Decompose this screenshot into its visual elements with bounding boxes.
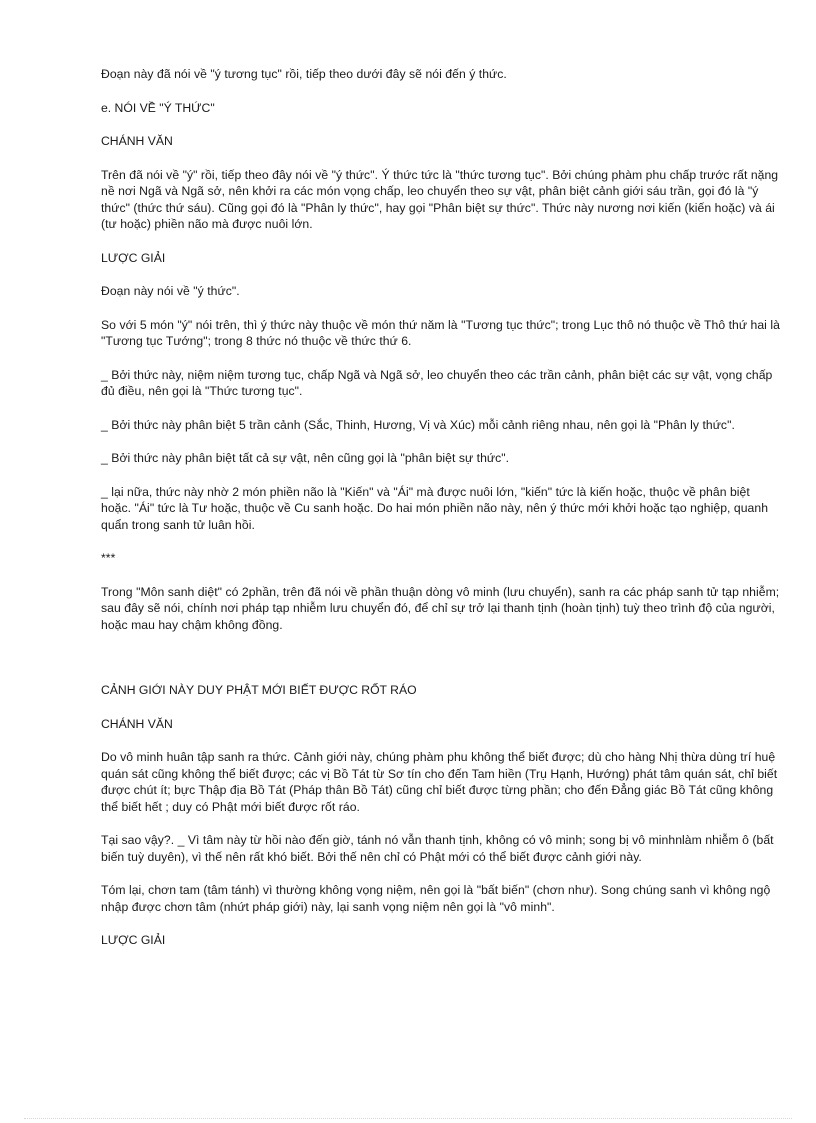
- paragraph: Do vô minh huân tập sanh ra thức. Cảnh giới này, chúng phàm phu không thể biết được; dù cho hàng Nhị thừa dùng trí huệ quán sát cũng không thể biết được; các vị Bồ Tát từ Sơ tín cho đến Tam hiền (Trụ Hạnh, Hướng) phát tâm quán sát, chỉ biết được chút ít; bực Thập địa Bồ Tát (Pháp thân Bồ Tát) cũng chỉ biết được từng phần; cho đến Đẳng giác Bồ Tát cũng không thể biết hết ; duy có Phật mới biết được rốt ráo.: [101, 750, 778, 814]
- section-heading: e. NÓI VỀ "Ý THỨC": [101, 100, 215, 115]
- paragraph: Trên đã nói về "ý" rồi, tiếp theo đây nói về "ý thức". Ý thức tức là "thức tương tục". Bởi chúng phàm phu chấp trước rất nặng nề nơi Ngã và Ngã sở, nên khởi ra các món vọng chấp, leo chuyển theo sự vật, phân biệt cảnh giới sáu trần, gọi đó là "ý thức" (thức thứ sáu). Cũng gọi đó là "Phân ly thức", hay gọi "Phân biệt sự thức". Thức này nương nơi kiến (kiến hoặc) và ái (tư hoặc) phiền não mà được nuôi lớn.: [101, 167, 779, 231]
- paragraph: _ Bởi thức này, niệm niệm tương tục, chấp Ngã và Ngã sở, leo chuyển theo các trần cảnh, phân biệt các sự vật, vọng chấp đủ điều, nên gọi là "Thức tương tục".: [101, 367, 773, 398]
- blank-gap: [101, 650, 781, 682]
- paragraph: _ Bởi thức này phân biệt 5 trần cảnh (Sắc, Thinh, Hương, Vị và Xúc) mỗi cảnh riêng nhau, nên gọi là "Phân ly thức".: [101, 417, 735, 432]
- paragraph: Đoạn này nói về "ý thức".: [101, 284, 240, 298]
- section-heading: CHÁNH VĂN: [101, 134, 173, 148]
- paragraph: _ lại nữa, thức này nhờ 2 món phiền não là "Kiến" và "Ái" mà được nuôi lớn, "kiến" tức là kiến hoặc, thuộc về phân biệt hoặc. "Ái" tức là Tư hoặc, thuộc về Cu sanh hoặc. Do hai món phiền não này, nên ý thức mới khởi hoặc tạo nghiệp, quanh quẩn trong sanh tử luân hồi.: [101, 484, 769, 532]
- paragraph: Trong "Môn sanh diệt" có 2phần, trên đã nói về phần thuận dòng vô minh (lưu chuyển), sanh ra các pháp sanh tử tạp nhiễm; sau đây sẽ nói, chính nơi pháp tạp nhiễm lưu chuyển đó, để chỉ sự trở lại thanh tịnh (hoàn tịnh) tuỳ theo trình độ của người, hoặc mau hay chậm không đồng.: [101, 584, 780, 632]
- section-heading: CHÁNH VĂN: [101, 716, 173, 731]
- paragraph: Tóm lại, chơn tam (tâm tánh) vì thường không vọng niệm, nên gọi là "bất biến" (chơn như). Song chúng sanh vì không ngộ nhập được chơn tâm (nhứt pháp giới) này, lại sanh vọng niệm nên gọi là "vô minh".: [101, 883, 771, 914]
- page-bottom-border: [24, 1118, 792, 1119]
- paragraph: So với 5 món "ý" nói trên, thì ý thức này thuộc về món thứ năm là "Tương tục thức"; trong Lục thô nó thuộc về Thô thứ hai là "Tương tục Tướng"; trong 8 thức nó thuộc về thức thứ 6.: [101, 317, 780, 348]
- paragraph: _ Bởi thức này phân biệt tất cả sự vật, nên cũng gọi là "phân biệt sự thức".: [101, 451, 510, 465]
- paragraph: Tại sao vậy?. _ Vì tâm này từ hồi nào đến giờ, tánh nó vẫn thanh tịnh, không có vô minh; song bị vô minhnlàm nhiễm ô (bất biến tuỳ duyên), vì thế nên rất khó biết. Bởi thế nên chỉ có Phật mới có thể biết được cảnh giới này.: [101, 833, 774, 864]
- section-heading: CẢNH GIỚI NÀY DUY PHẬT MỚI BIẾT ĐƯỢC RỐT RÁO: [101, 683, 417, 697]
- section-heading: LƯỢC GIẢI: [101, 250, 166, 265]
- paragraph: Đoạn này đã nói về "ý tương tục" rồi, tiếp theo dưới đây sẽ nói đến ý thức.: [101, 67, 507, 81]
- separator-stars: ***: [101, 551, 116, 565]
- document-body: [101, 66, 781, 966]
- section-heading: LƯỢC GIẢI: [101, 933, 166, 947]
